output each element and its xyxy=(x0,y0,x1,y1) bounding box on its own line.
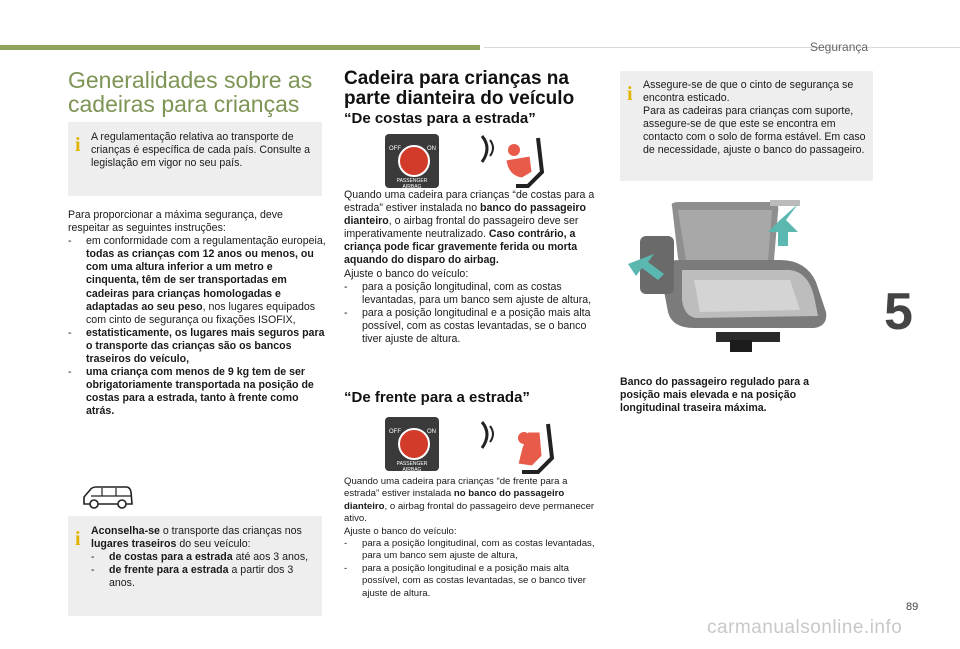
info-text: A regulamentação relativa ao transporte de crianças é específica de cada país. Consulte a legislação em vigor no seu país. xyxy=(91,131,311,170)
section-title: Segurança xyxy=(810,40,869,54)
instructions-block xyxy=(68,209,326,419)
forward-facing-text: Quando uma cadeira para crianças “de frente para a estrada” estiver instalada no banco do passageiro dianteiro, o airbag frontal do passageiro deve permanecer ativo. Ajuste o banco do veículo: - para a posição longitudinal, com as costas levantadas, para um banco sem ajuste de altura, - para a posição longitudinal e a posição mais alta possível, com as costas levantadas, se o banco tiver ajuste de altura. xyxy=(344,476,602,600)
list-item: - para a posição longitudinal e a posição mais alta possível, com as costas levantadas, se o banco tiver ajuste de altura. xyxy=(344,307,602,346)
list-item: - uma criança com menos de 9 kg tem de ser obrigatoriamente transportada na posição de costas para a estrada, tanto à frente como atrás. xyxy=(68,366,326,418)
list-item: - em conformidade com a regulamentação europeia, todas as crianças com 12 anos ou menos, ou com uma altura inferior a um metro e cinquenta, têm de ser transportadas em cadeiras para crianças homologadas e adaptadas ao seu peso, nos lugares equipados com cinto de segurança ou fixações ISOFIX, xyxy=(68,235,326,327)
airbag-warning-icon xyxy=(398,428,430,460)
list-item: - para a posição longitudinal, com as costas levantadas, para um banco sem ajuste de altura, xyxy=(344,538,602,563)
info-text: Aconselha-se o transporte das crianças nos lugares traseiros do seu veículo: - de costas para a estrada até aos 3 anos, - de frente para a estrada a partir dos 3 anos. xyxy=(91,525,315,590)
photo-caption: Banco do passageiro regulado para a posição mais elevada e na posição longitudinal traseira máxima. xyxy=(620,376,809,415)
airbag-warning-icon xyxy=(398,145,430,177)
rear-facing-child-seat-icon xyxy=(478,132,562,190)
forward-facing-child-seat-icon xyxy=(478,418,562,476)
chapter-number: 5 xyxy=(884,283,913,341)
list-item: - de costas para a estrada até aos 3 anos, xyxy=(91,551,315,564)
airbag-label-image: OFF ON PASSENGER AIRBAG xyxy=(385,134,439,188)
info-box-seatbelt xyxy=(620,71,873,181)
subheading-forward-facing: “De frente para a estrada” xyxy=(344,389,530,406)
info-icon: i xyxy=(627,83,633,105)
header-accent-bar xyxy=(0,45,480,50)
airbag-label-image: OFF ON PASSENGER AIRBAG xyxy=(385,417,439,471)
watermark: carmanualsonline.info xyxy=(707,617,903,638)
info-icon: i xyxy=(75,528,81,550)
list-item: - para a posição longitudinal e a posição mais alta possível, com as costas levantadas, se o banco tiver ajuste de altura. xyxy=(344,563,602,600)
page-title: Generalidades sobre as cadeiras para crianças xyxy=(68,67,313,117)
instructions-intro: Para proporcionar a máxima segurança, deve respeitar as seguintes instruções: xyxy=(68,209,283,235)
subheading-rear-facing: “De costas para a estrada” xyxy=(344,110,536,127)
car-rear-seats-icon xyxy=(82,484,134,510)
list-item: - de frente para a estrada a partir dos 3 anos. xyxy=(91,564,315,590)
info-box-regulation xyxy=(68,122,322,196)
info-text: Assegure-se de que o cinto de segurança se encontra esticado. Para as cadeiras para crianças com suporte, assegure-se de que este se encontra em contacto com o solo de forma estável. Em caso de necessidade, ajuste o banco do passageiro. xyxy=(643,79,866,157)
list-item: - para a posição longitudinal, com as costas levantadas, para um banco sem ajuste de altura, xyxy=(344,281,602,307)
header-rule xyxy=(484,47,960,48)
passenger-seat-photo xyxy=(620,200,833,353)
list-item: - estatisticamente, os lugares mais seguros para o transporte das crianças são os bancos traseiros do veículo, xyxy=(68,327,326,366)
section-heading: Cadeira para crianças na parte dianteira do veículo xyxy=(344,68,575,109)
rear-facing-text: Quando uma cadeira para crianças “de costas para a estrada” estiver instalada no banco do passageiro dianteiro, o airbag frontal do passageiro deve ser imperativamente neutralizado. Caso contrário, a criança pode ficar gravemente ferida ou morta aquando do disparo do airbag. Ajuste o banco do veículo: - para a posição longitudinal, com as costas levantadas, para um banco sem ajuste de altura, - para a posição longitudinal e a posição mais alta possível, com as costas levantadas, se o banco tiver ajuste de altura. xyxy=(344,189,602,346)
info-box-rear-seats xyxy=(68,516,322,616)
info-icon: i xyxy=(75,134,81,156)
page-number: 89 xyxy=(906,601,919,613)
